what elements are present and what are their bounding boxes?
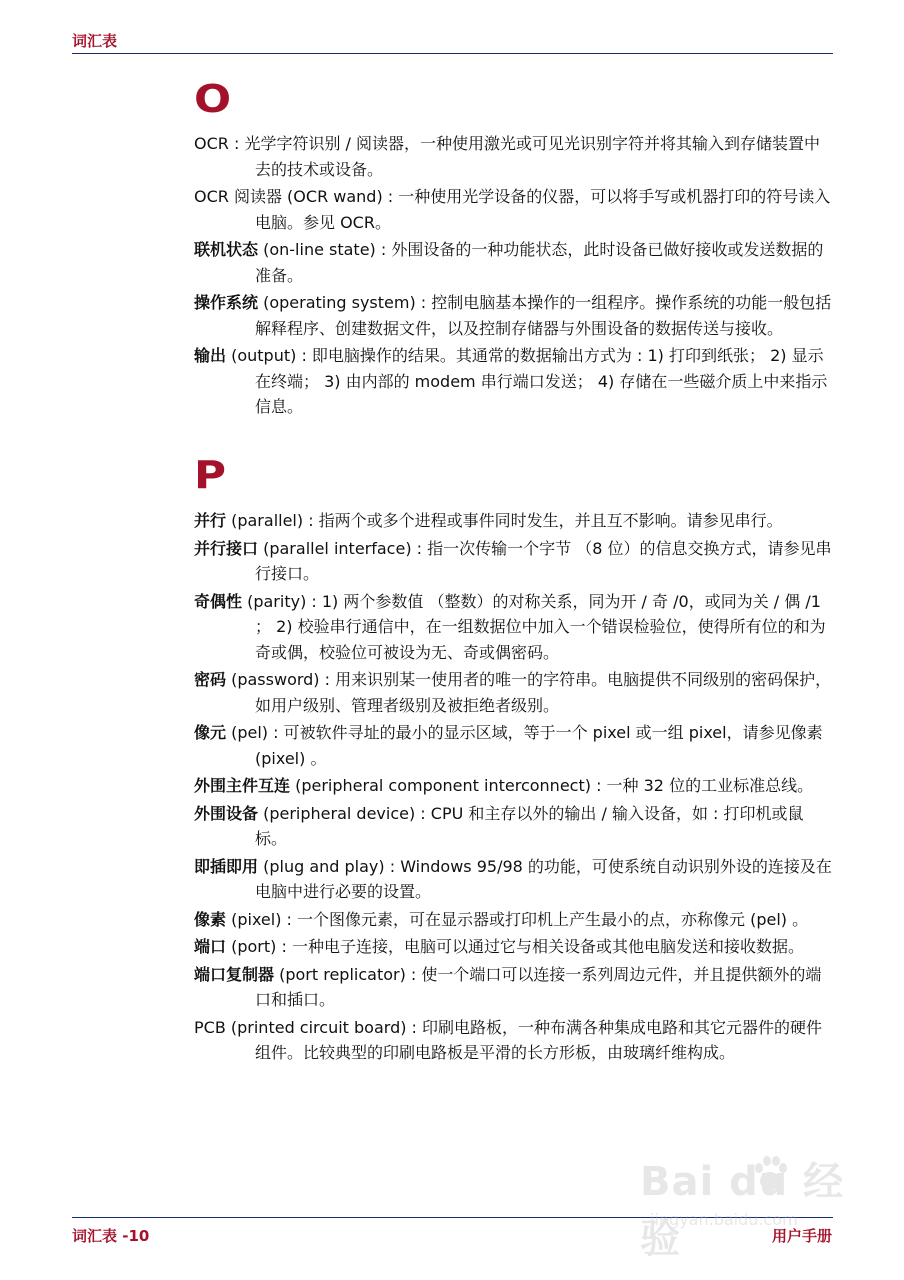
section-o-entries bbox=[194, 131, 834, 422]
footer-manual-label: 用户手册 bbox=[771, 1227, 832, 1245]
watermark-url: jingyan.baidu.com bbox=[650, 1210, 798, 1229]
glossary-entry: 操作系统 (operating system) : 控制电脑基本操作的一组程序。操作系统的功能一般包括解释程序、创建数据文件，以及控制存储器与外围设备的数据传送与接收。 bbox=[194, 293, 832, 338]
section-p-entries bbox=[194, 508, 834, 1068]
glossary-entry: 端口 (port) : 一种电子连接，电脑可以通过它与相关设备或其他电脑发送和接收数据。 bbox=[194, 937, 804, 956]
glossary-entry: 外围设备 (peripheral device) : CPU 和主存以外的输出 / 输入设备，如 : 打印机或鼠标。 bbox=[194, 803, 804, 848]
footer-page-label: 词汇表 -10 bbox=[72, 1227, 150, 1245]
paw-icon bbox=[748, 1152, 792, 1196]
glossary-entry: 像素 (pixel) : 一个图像元素，可在显示器或打印机上产生最小的点，亦称像元 (pel) 。 bbox=[194, 909, 809, 929]
glossary-entry: 输出 (output) : 即电脑操作的结果。其通常的数据输出方式为 : 1) 打印到纸张； 2) 显示在终端； 3) 由内部的 modem 串行端口发送； 4) 存储在一些磁介质上中来指示信息。 bbox=[194, 346, 828, 416]
glossary-entry: 外围主件互连 (peripheral component interconnect) : 一种 32 位的工业标准总线。 bbox=[194, 776, 814, 795]
section-letter-o: O bbox=[194, 77, 232, 121]
glossary-entry: 端口复制器 (port replicator) : 使一个端口可以连接一系列周边元件，并且提供额外的端口和插口。 bbox=[194, 964, 822, 1009]
glossary-entry: 像元 (pel) : 可被软件寻址的最小的显示区域，等于一个 pixel 或一组 pixel，请参见像素 (pixel) 。 bbox=[194, 723, 823, 768]
glossary-entry: 即插即用 (plug and play) : Windows 95/98 的功能，可使系统自动识别外设的连接及在电脑中进行必要的设置。 bbox=[194, 856, 832, 901]
glossary-entry: OCR 阅读器 (OCR wand) : 一种使用光学设备的仪器，可以将手写或机器打印的符号读入电脑。参见 OCR。 bbox=[194, 187, 831, 232]
glossary-entry: 并行接口 (parallel interface) : 指一次传输一个字节 （8 位）的信息交换方式，请参见串行接口。 bbox=[194, 538, 832, 583]
glossary-entry: 联机状态 (on-line state) : 外围设备的一种功能状态，此时设备已做好接收或发送数据的准备。 bbox=[194, 240, 824, 285]
header-rule bbox=[72, 53, 833, 54]
page-header-title: 词汇表 bbox=[72, 32, 118, 50]
footer-rule bbox=[72, 1217, 833, 1218]
glossary-entry: 并行 (parallel) : 指两个或多个进程或事件同时发生，并且互不影响。请参见串行。 bbox=[194, 511, 783, 530]
glossary-entry: PCB (printed circuit board) : 印刷电路板，一种布满各种集成电路和其它元器件的硬件组件。比较典型的印刷电路板是平滑的长方形板，由玻璃纤维构成。 bbox=[194, 1017, 823, 1062]
glossary-entry: 奇偶性 (parity) : 1) 两个参数值 （整数）的对称关系，同为开 / 奇 /0，或同为关 / 偶 /1 ； 2) 校验串行通信中，在一组数据位中加入一个错误检验位，使得所有位的和为奇或偶，校验位可被设为无、奇或偶密码。 bbox=[194, 591, 826, 662]
watermark-text: Bai du 经验 bbox=[640, 1159, 845, 1262]
glossary-entry: 密码 (password) : 用来识别某一使用者的唯一的字符串。电脑提供不同级别的密码保护，如用户级别、管理者级别及被拒绝者级别。 bbox=[194, 670, 832, 715]
glossary-entry: OCR : 光学字符识别 / 阅读器，一种使用激光或可见光识别字符并将其输入到存储装置中去的技术或设备。 bbox=[194, 134, 821, 179]
section-letter-p: P bbox=[194, 453, 227, 497]
